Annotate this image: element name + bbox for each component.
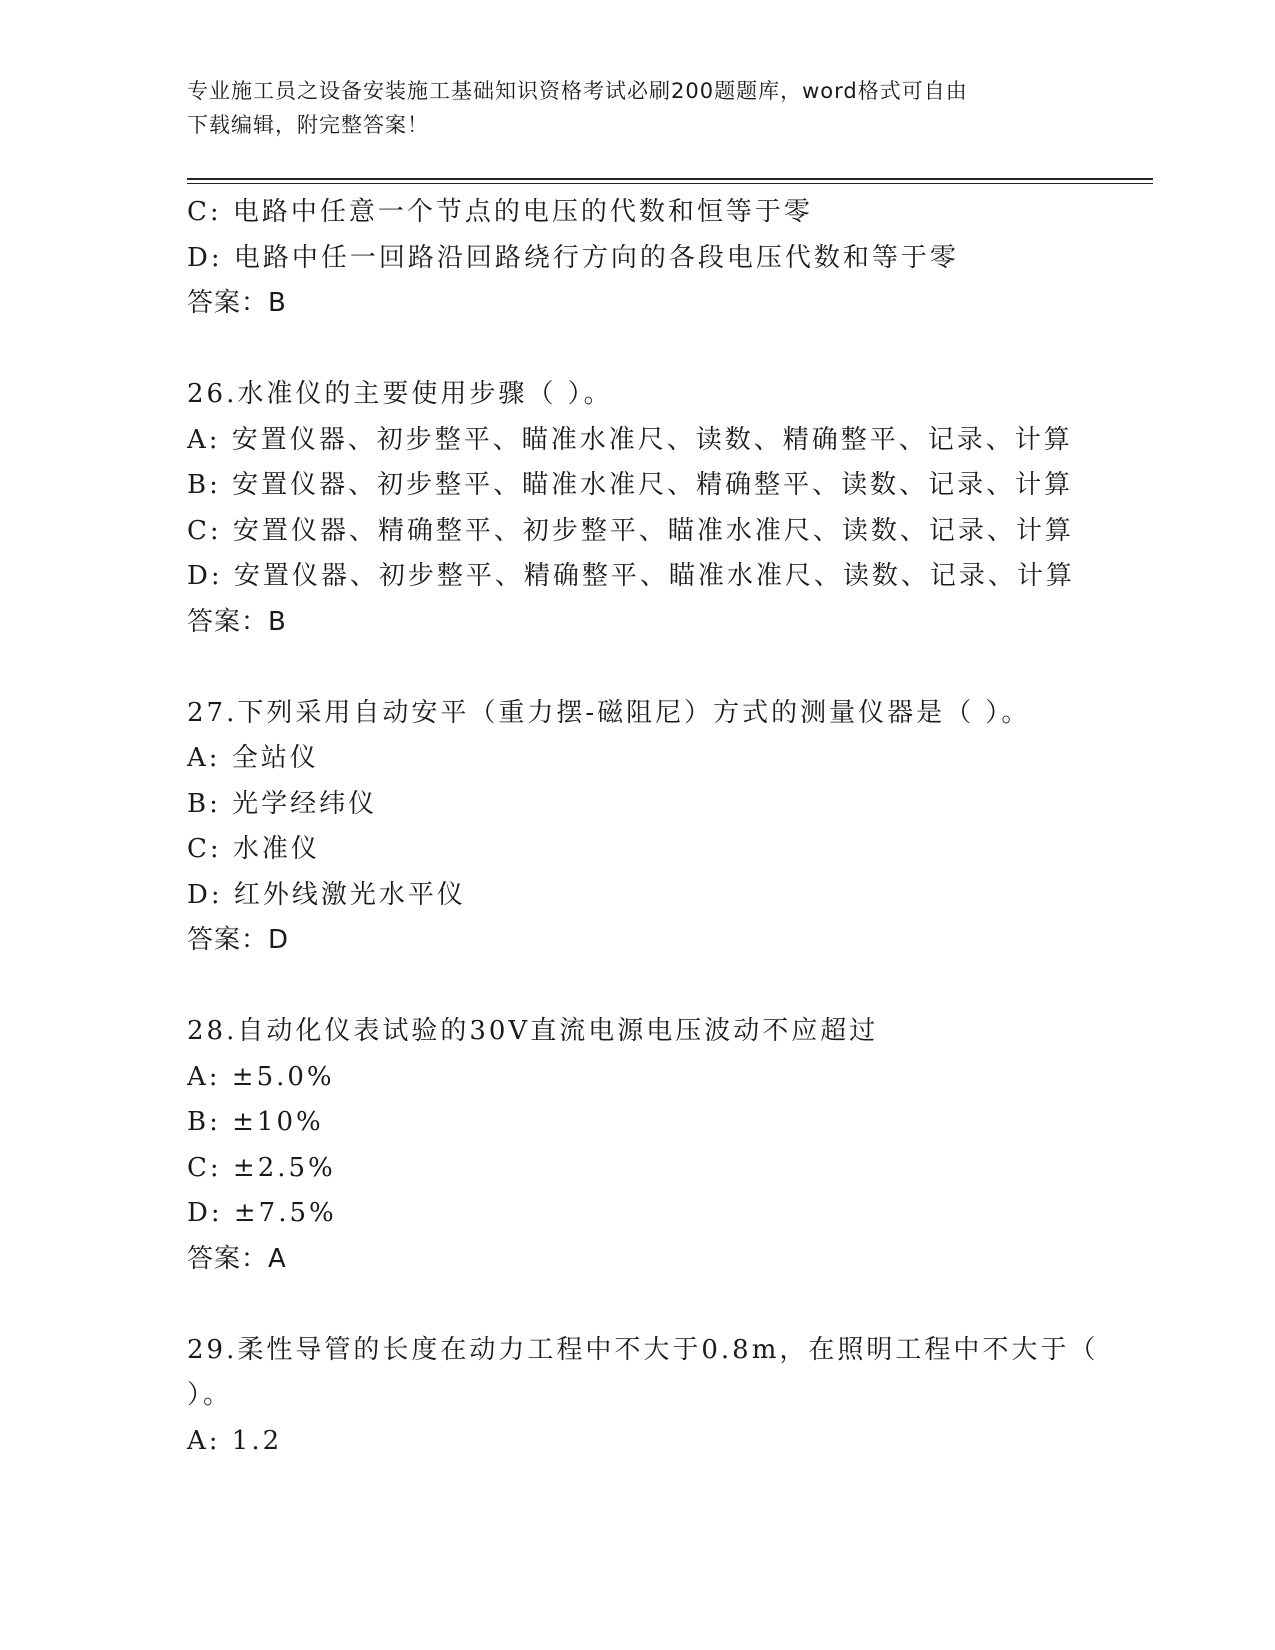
question-27 [187,691,1153,964]
header-divider-thick [187,178,1153,180]
question-text-line-2: ）。 [187,1380,233,1410]
option-a: A: 安置仪器、初步整平、瞄准水准尺、读数、精确整平、记录、计算 [187,424,1073,455]
option-c: C: 水准仪 [187,834,320,864]
question-text-line-1: 29.柔性导管的长度在动力工程中不大于0.8m，在照明工程中不大于（ [187,1334,1099,1365]
answer-line: 答案：B [187,606,287,637]
answer-line: 答案：D [187,925,290,955]
option-b: B: ±10% [187,1107,324,1137]
spacer [187,327,1153,373]
spacer [187,1282,1153,1328]
option-b: B: 光学经纬仪 [187,788,378,819]
option-d: D: 红外线激光水平仪 [187,879,466,910]
question-text: 28.自动化仪表试验的30V直流电源电压波动不应超过 [187,1016,879,1046]
option-c: C: 安置仪器、精确整平、初步整平、瞄准水准尺、读数、记录、计算 [187,515,1074,546]
question-26 [187,372,1153,645]
answer-line: 答案：A [187,1243,287,1274]
spacer [187,964,1153,1010]
question-28 [187,1009,1153,1282]
question-25-tail [187,190,1153,327]
question-29 [187,1328,1153,1465]
option-a: A: 1.2 [187,1425,283,1456]
question-list [187,190,1153,1464]
option-b: B: 安置仪器、初步整平、瞄准水准尺、精确整平、读数、记录、计算 [187,470,1074,500]
question-text: 27.下列采用自动安平（重力摆-磁阻尼）方式的测量仪器是（ ）。 [187,697,1031,728]
option-d: D: ±7.5% [187,1198,337,1228]
option-c: C: 电路中任意一个节点的电压的代数和恒等于零 [187,197,813,227]
page-header [187,74,1087,142]
header-title-line-2: 下载编辑，附完整答案！ [187,113,429,137]
option-d: D: 安置仪器、初步整平、精确整平、瞄准水准尺、读数、记录、计算 [187,561,1075,591]
question-text: 26.水准仪的主要使用步骤（ ）。 [187,379,613,409]
header-divider-thin [187,183,1153,184]
option-a: A: ±5.0% [187,1061,335,1092]
option-d: D: 电路中任一回路沿回路绕行方向的各段电压代数和等于零 [187,242,959,273]
answer-line: 答案：B [187,288,287,318]
spacer [187,645,1153,691]
option-a: A: 全站仪 [187,743,319,773]
option-c: C: ±2.5% [187,1152,336,1183]
header-title-line-1: 专业施工员之设备安装施工基础知识资格考试必刷200题题库，word格式可自由 [187,79,968,103]
